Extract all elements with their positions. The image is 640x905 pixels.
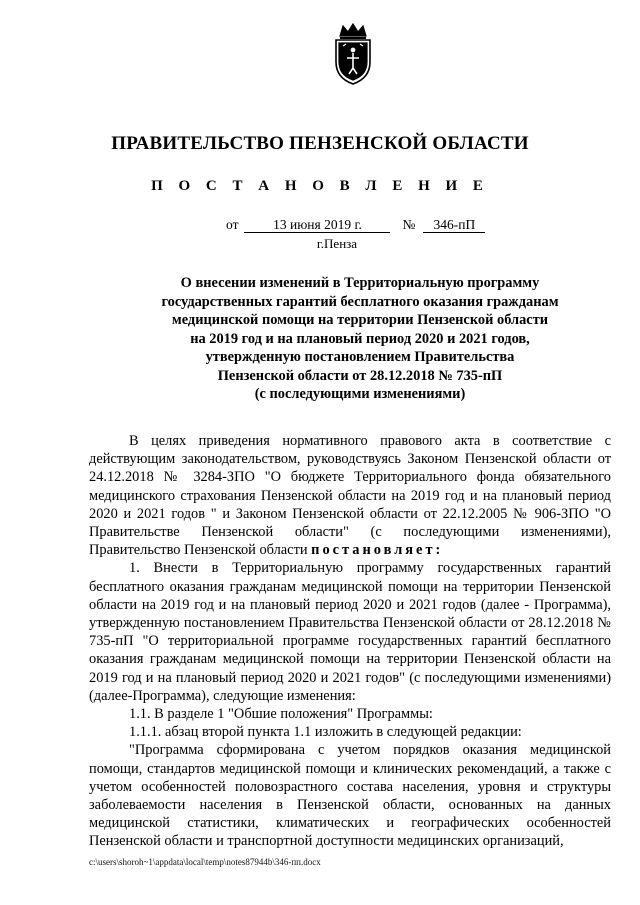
- heading-line: медицинской помощи на территории Пензенской области: [171, 312, 549, 328]
- document-type: П О С Т А Н О В Л Е Н И Е: [151, 178, 489, 194]
- government-title: ПРАВИТЕЛЬСТВО ПЕНЗЕНСКОЙ ОБЛАСТИ: [111, 133, 529, 154]
- document-heading: [120, 274, 600, 404]
- heading-line: (с последующими изменениями): [254, 386, 466, 402]
- document-number: 346-пП: [423, 217, 485, 233]
- paragraph-item-1-1-1: 1.1.1. абзац второй пункта 1.1 изложить в следующей редакции:: [129, 724, 522, 741]
- heading-line: государственных гарантий бесплатного оказания гражданам: [161, 293, 559, 310]
- heading-line: на 2019 год и на плановый период 2020 и 2021 годов,: [190, 330, 530, 347]
- paragraph-quoted-text: "Программа сформирована с учетом порядков оказания медицинской помощи, стандартов медицинской помощи и клинических рекомендаций, а также с учетом особенностей половозрастного состава населения, уровня и структуры заболеваемости населения в Пензенской области, основанных на данных медицинской статистики, климатических и географических особенностей Пензенской области и транспортной доступности медицинских организаций,: [89, 742, 611, 850]
- heading-line: утвержденную постановлением Правительства: [205, 349, 515, 365]
- preamble-text: В целях приведения нормативного правового акта в соответствие с действующим законодательством, руководствуясь Законом Пензенской области от 24.12.2018 № 3284-ЗПО "О бюджете Территориального фонда обязательного медицинского страхования Пензенской области на 2019 год и на плановый период 2020 и 2021 годов " и Законом Пензенской области от 22.12.2005 № 906-ЗПО "О Правительстве Пензенской области" (с последующими изменениями), Правительство Пензенской области: [89, 433, 611, 559]
- coat-of-arms-icon: [330, 22, 376, 86]
- heading-line: Пензенской области от 28.12.2018 № 735-пП: [217, 367, 503, 384]
- document-date: 13 июня 2019 г.: [244, 217, 390, 233]
- paragraph-item-1: 1. Внести в Территориальную программу государственных гарантий бесплатного оказания гражданам медицинской помощи на территории Пензенской области на 2019 год и на плановый период 2020 и 2021 годов (далее - Программа), утвержденную постановлением Правительства Пензенской области от 28.12.2018 № 735-пП "О территориальной программе государственных гарантий бесплатного оказания гражданам медицинской помощи на территории Пензенской области на 2019 год и на плановый период 2020 и 2021 годов" (с последующими изменениями) (далее-Программа), следующие изменения:: [89, 560, 611, 704]
- resolves-word: постановляет:: [311, 542, 444, 559]
- file-path-footer: c:\users\shoroh~1\appdata\local\temp\notes87944b\346-пп.docx: [89, 857, 321, 867]
- heading-line: О внесении изменений в Территориальную программу: [180, 275, 540, 291]
- document-body: [89, 432, 611, 851]
- date-prefix: от: [226, 217, 239, 232]
- paragraph-item-1-1: 1.1. В разделе 1 "Обшие положения" Программы:: [129, 706, 433, 723]
- city: г.Пенза: [316, 236, 358, 251]
- date-number-line: [226, 217, 485, 233]
- paragraph-preamble: [89, 432, 611, 559]
- number-sign: №: [402, 217, 416, 232]
